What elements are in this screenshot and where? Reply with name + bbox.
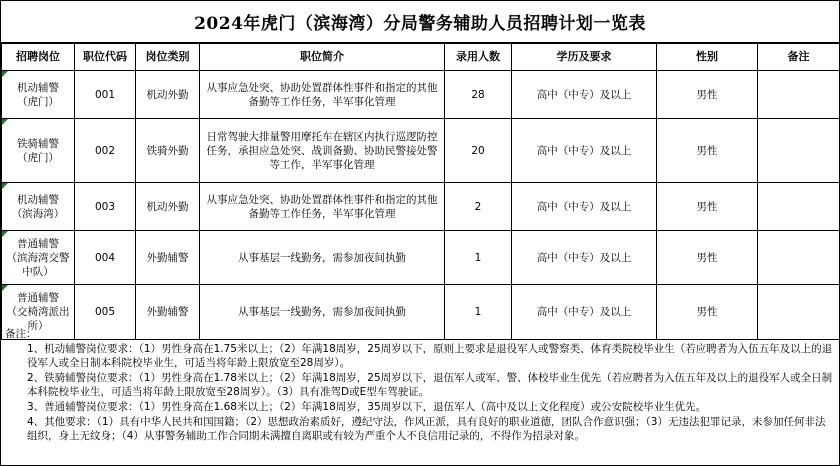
header-code: 职位代码: [75, 44, 136, 71]
type-cell: 机动外勤: [136, 71, 200, 119]
remark-cell: [758, 231, 840, 285]
type-cell: 铁骑外勤: [136, 119, 200, 183]
table-row: [2, 71, 840, 119]
recruitment-table: [1, 43, 840, 340]
edu-cell: 高中（中专）及以上: [512, 71, 657, 119]
post-cell: 普通辅警 （交椅湾派出所）: [2, 285, 75, 340]
notes-heading: 备注：: [5, 328, 37, 340]
gender-cell: 男性: [657, 231, 758, 285]
note-item: 4、其他要求：（1）具有中华人民共和国国籍；（2）思想政治素质好，遵纪守法，作风正派，具有良好的职业道德，团队合作意识强；（3）无违法犯罪记录，未参加任何非法组织，身上无纹身；（4）从事警务辅助工作合同期未满擅自离职或有较为严重个人不良信用记录的，不得作为招录对象。: [27, 415, 826, 443]
code-cell: 005: [75, 285, 136, 340]
gender-cell: 男性: [657, 285, 758, 340]
gender-cell: 男性: [657, 183, 758, 231]
header-edu: 学历及要求: [512, 44, 657, 71]
header-post: 招聘岗位: [2, 44, 75, 71]
table-row: [2, 119, 840, 183]
page-title: 2024年虎门（滨海湾）分局警务辅助人员招聘计划一览表: [194, 14, 646, 34]
note-item: 1、机动辅警岗位要求：（1）男性身高在1.75米以上；（2）年满18周岁，25周岁以下，原则上要求是退役军人或警察类、体育类院校毕业生（若应聘者为入伍五年及以上的退役军人或全日制本科院校毕业生，可适当将年龄上限放宽至28周岁）。: [27, 342, 833, 370]
table-row: [2, 231, 840, 285]
intro-cell: 从事应急处突、协助处置群体性事件和指定的其他备勤等工作任务，半军事化管理: [200, 183, 445, 231]
type-cell: 机动外勤: [136, 183, 200, 231]
header-row: [2, 44, 840, 71]
table-row: [2, 183, 840, 231]
edu-cell: 高中（中专）及以上: [512, 183, 657, 231]
header-count: 录用人数: [445, 44, 512, 71]
count-cell: 1: [445, 285, 512, 340]
edu-cell: 高中（中专）及以上: [512, 231, 657, 285]
remark-cell: [758, 119, 840, 183]
code-cell: 001: [75, 71, 136, 119]
post-cell: 机动辅警 （虎门）: [2, 71, 75, 119]
header-remark: 备注: [758, 44, 840, 71]
count-cell: 2: [445, 183, 512, 231]
intro-cell: 从事基层一线勤务，需参加夜间执勤: [200, 231, 445, 285]
header-gender: 性别: [657, 44, 758, 71]
note-item: 2、铁骑辅警岗位要求：（1）男性身高在1.78米以上；（2）年满18周岁，25周岁以下，退伍军人或军、警、体校毕业生优先（若应聘者为入伍五年及以上的退役军人或全日制本科院校毕业生，可适当将年龄上限放宽至28周岁）。（3）具有准驾D或E型车驾驶证。: [27, 371, 833, 399]
header-intro: 职位简介: [200, 44, 445, 71]
notes-section: [1, 325, 839, 465]
type-cell: 外勤辅警: [136, 231, 200, 285]
intro-cell: 日常驾驶大排量警用摩托车在辖区内执行巡逻防控任务，承担应急处突、战训备勤、协助民警接处警等工作，半军事化管理: [200, 119, 445, 183]
post-cell: 铁骑辅警 （虎门）: [2, 119, 75, 183]
post-cell: 机动辅警 （滨海湾）: [2, 183, 75, 231]
code-cell: 004: [75, 231, 136, 285]
post-cell: 普通辅警 （滨海湾交警中队）: [2, 231, 75, 285]
gender-cell: 男性: [657, 71, 758, 119]
count-cell: 28: [445, 71, 512, 119]
title-row: [1, 1, 839, 43]
code-cell: 002: [75, 119, 136, 183]
note-item: 3、普通辅警岗位要求：（1）男性身高在1.68米以上；（2）年满18周岁，35周岁以下，退伍军人（高中及以上文化程度）或公安院校毕业生优先。: [27, 400, 707, 413]
count-cell: 20: [445, 119, 512, 183]
edu-cell: 高中（中专）及以上: [512, 285, 657, 340]
intro-cell: 从事应急处突、协助处置群体性事件和指定的其他备勤等工作任务，半军事化管理: [200, 71, 445, 119]
code-cell: 003: [75, 183, 136, 231]
remark-cell: [758, 71, 840, 119]
header-type: 岗位类别: [136, 44, 200, 71]
gender-cell: 男性: [657, 119, 758, 183]
edu-cell: 高中（中专）及以上: [512, 119, 657, 183]
remark-cell: [758, 183, 840, 231]
intro-cell: 从事基层一线勤务，需参加夜间执勤: [200, 285, 445, 340]
type-cell: 外勤辅警: [136, 285, 200, 340]
count-cell: 1: [445, 231, 512, 285]
